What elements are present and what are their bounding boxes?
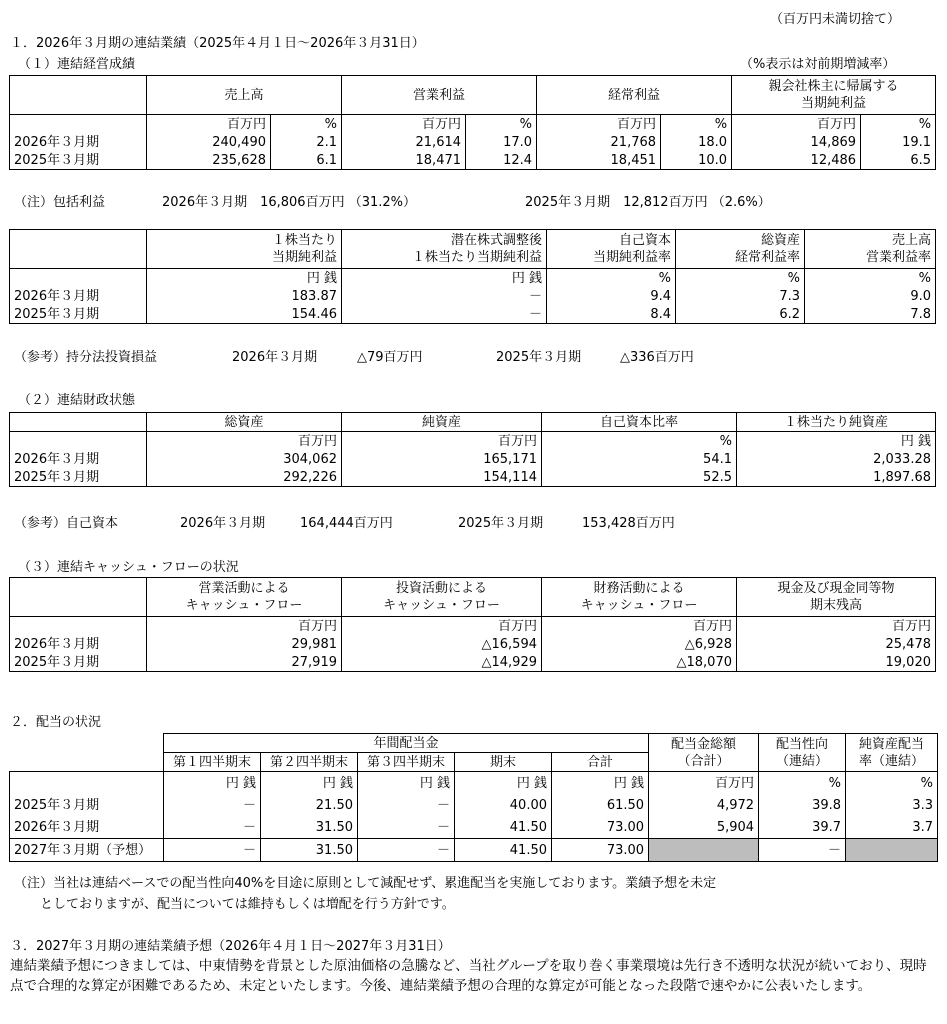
equity-label: （参考）自己資本 <box>14 516 119 531</box>
table-row: 2026年３月期 183.87 － 9.4 7.3 9.0 <box>10 287 936 305</box>
comprehensive-income-2025: 2025年３月期 12,812百万円 （2.6%） <box>525 195 771 210</box>
subsection-1-2-title: （２）連結財政状態 <box>18 393 136 408</box>
table-header-row: 営業活動による キャッシュ・フロー 投資活動による キャッシュ・フロー 財務活動による キャッシュ・フロー 現金及び現金同等物 期末残高 <box>10 578 936 617</box>
dividend-note-line-1: （注）当社は連結ベースでの配当性向40%を目途に原則として減配せず、累進配当を実施しております。業績予想を未定 <box>14 876 717 891</box>
table-header-row: 総資産 純資産 自己資本比率 １株当たり純資産 <box>10 413 936 432</box>
header-ordinary-profit: 経常利益 <box>537 76 732 115</box>
header-annual-dividend: 年間配当金 <box>164 734 649 753</box>
dividend-note-line-2: としておりますが、配当については維持もしくは増配を行う方針です。 <box>40 897 455 912</box>
subsection-1-1-title: （１）連結経営成績 <box>18 57 136 72</box>
unit-row: 円 銭 円 銭 % % % <box>10 269 936 288</box>
forecast-paragraph: 連結業績予想につきましては、中東情勢を背景とした原油価格の急騰など、当社グループを取り巻く事業環境は先行き不透明な状況が続いており、現時点で合理的な算定が困難であるため、未定といたします。今後、連結業績予想の合理的な算定が可能となった段階で速やかに公表いたします。 <box>10 958 927 994</box>
comprehensive-income-2026: 2026年３月期 16,806百万円 （31.2%） <box>162 195 417 210</box>
section-2-title: ２．配当の状況 <box>10 715 102 730</box>
financial-position-table <box>9 412 936 487</box>
per-share-table <box>9 229 936 324</box>
dividend-table <box>9 733 938 862</box>
shaded-cell <box>649 839 759 862</box>
table-header-row <box>10 76 936 115</box>
header-operating-profit: 営業利益 <box>342 76 537 115</box>
subsection-1-3-title: （３）連結キャッシュ・フローの状況 <box>18 560 239 575</box>
table-row: 2025年３月期 － 21.50 － 40.00 61.50 4,972 39.8 3.3 <box>10 794 938 816</box>
unit-row: 百万円 % 百万円 % 百万円 % 百万円 % <box>10 115 936 134</box>
section-3-title: ３．2027年３月期の連結業績予想（2026年４月１日～2027年３月31日） <box>10 939 451 954</box>
table-row: 2025年３月期 154.46 － 8.4 6.2 7.8 <box>10 305 936 324</box>
unit-row: 百万円 百万円 % 円 銭 <box>10 432 936 451</box>
unit-row: 百万円 百万円 百万円 百万円 <box>10 617 936 636</box>
header-sales: 売上高 <box>147 76 342 115</box>
shaded-cell <box>846 839 938 862</box>
unit-row: 円 銭 円 銭 円 銭 円 銭 円 銭 百万円 % % <box>10 772 938 795</box>
table-row: 2025年３月期 235,628 6.1 18,471 12.4 18,451 10.0 12,486 6.5 <box>10 151 936 170</box>
table-subheader-row: 第１四半期末 第２四半期末 第３四半期末 期末 合計 <box>10 753 938 772</box>
table-header-row: １株当たり 当期純利益 潜在株式調整後 １株当たり当期純利益 自己資本 当期純利益率 総資産 経常利益率 売上高 営業利益率 <box>10 230 936 269</box>
table-row: 2026年３月期 240,490 2.1 21,614 17.0 21,768 18.0 14,869 19.1 <box>10 133 936 151</box>
table-row: 2025年３月期 292,226 154,114 52.5 1,897.68 <box>10 468 936 487</box>
row-label: 2025年３月期 <box>10 151 147 170</box>
table-row: 2026年３月期 29,981 △16,594 △6,928 25,478 <box>10 635 936 653</box>
percent-note: （%表示は対前期増減率） <box>740 57 896 72</box>
operating-results-table <box>9 75 936 170</box>
equity-method-label: （参考）持分法投資損益 <box>14 350 158 365</box>
table-row: 2026年３月期 － 31.50 － 41.50 73.00 5,904 39.7 3.7 <box>10 816 938 839</box>
table-header-row: 年間配当金 配当金総額 （合計） 配当性向 （連結） 純資産配当 率（連結） <box>10 734 938 753</box>
comprehensive-income-label: （注）包括利益 <box>14 195 106 210</box>
section-1-title: １．2026年３月期の連結業績（2025年４月１日～2026年３月31日） <box>10 36 425 51</box>
header-net-profit: 親会社株主に帰属する 当期純利益 <box>732 76 936 115</box>
table-row: 2025年３月期 27,919 △14,929 △18,070 19,020 <box>10 653 936 672</box>
table-row: 2026年３月期 304,062 165,171 54.1 2,033.28 <box>10 450 936 468</box>
cash-flow-table <box>9 577 936 672</box>
row-label: 2026年３月期 <box>10 133 147 151</box>
forecast-row: 2027年３月期（予想） － 31.50 － 41.50 73.00 － <box>10 839 938 862</box>
unit-note: （百万円未満切捨て） <box>770 12 901 27</box>
